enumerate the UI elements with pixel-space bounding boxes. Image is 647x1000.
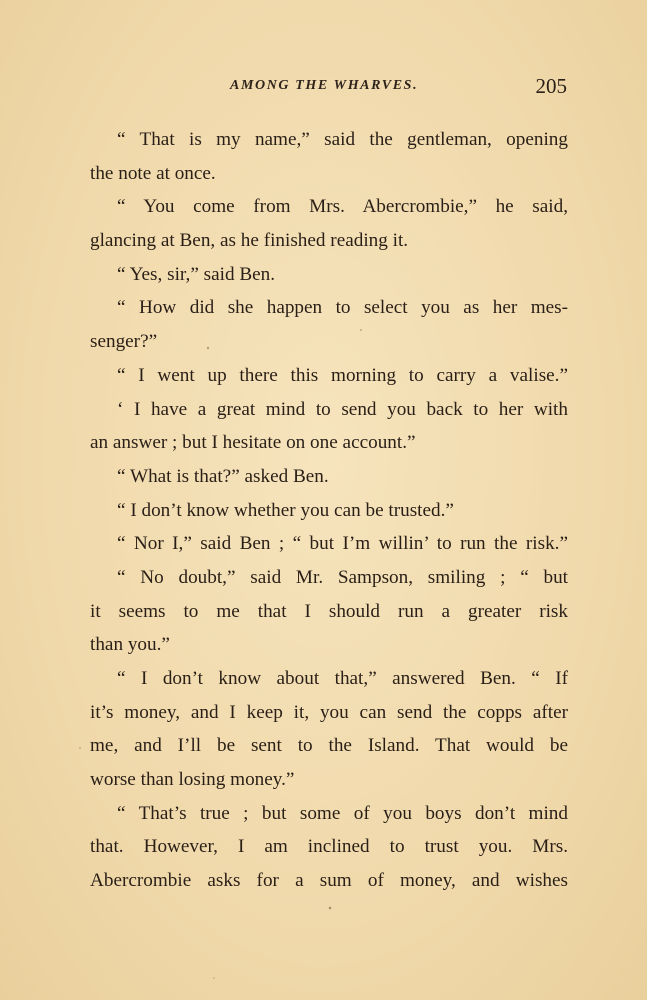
text-line: it’s money, and I keep it, you can send the copps after — [90, 701, 568, 723]
text-line: “ I don’t know whether you can be trusted.” — [117, 499, 454, 521]
text-line: “ I went up there this morning to carry a valise.” — [117, 364, 568, 386]
text-line: “ That is my name,” said the gentleman, opening — [117, 129, 568, 150]
text-line: senger?” — [90, 331, 158, 353]
text-line: the note at once. — [90, 162, 216, 184]
text-line: than you.” — [90, 634, 170, 656]
text-line: “ What is that?” asked Ben. — [117, 465, 329, 487]
text-line: that. However, I am inclined to trust you. Mrs. — [90, 836, 568, 858]
text-line: “ That’s true ; but some of you boys don’t mind — [117, 802, 568, 824]
text-line: “ Nor I,” said Ben ; “ but I’m willin’ to run the risk.” — [117, 533, 568, 555]
text-line: “ You come from Mrs. Abercrombie,” he said, — [117, 196, 568, 218]
text-line: glancing at Ben, as he finished reading it. — [90, 230, 409, 252]
text-line: me, and I’ll be sent to the Island. That would be — [90, 735, 568, 757]
running-head: AMONG THE WHARVES. — [230, 78, 419, 93]
page-number: 205 — [535, 74, 567, 98]
text-line: “ No doubt,” said Mr. Sampson, smiling ; “ but — [117, 566, 568, 588]
text-line: ‘ I have a great mind to send you back to her with — [117, 398, 568, 420]
text-line: “ How did she happen to select you as her mes- — [117, 297, 568, 319]
body-text — [90, 123, 568, 898]
text-line: “ I don’t know about that,” answered Ben. “ If — [117, 668, 568, 689]
page-header — [90, 74, 569, 104]
text-line: worse than losing money.” — [90, 769, 295, 791]
text-line: Abercrombie asks for a sum of money, and wishes — [90, 870, 568, 892]
text-line: an answer ; but I hesitate on one account.” — [90, 432, 416, 454]
text-line: “ Yes, sir,” said Ben. — [117, 263, 276, 285]
text-line: it seems to me that I should run a greater risk — [90, 600, 568, 622]
